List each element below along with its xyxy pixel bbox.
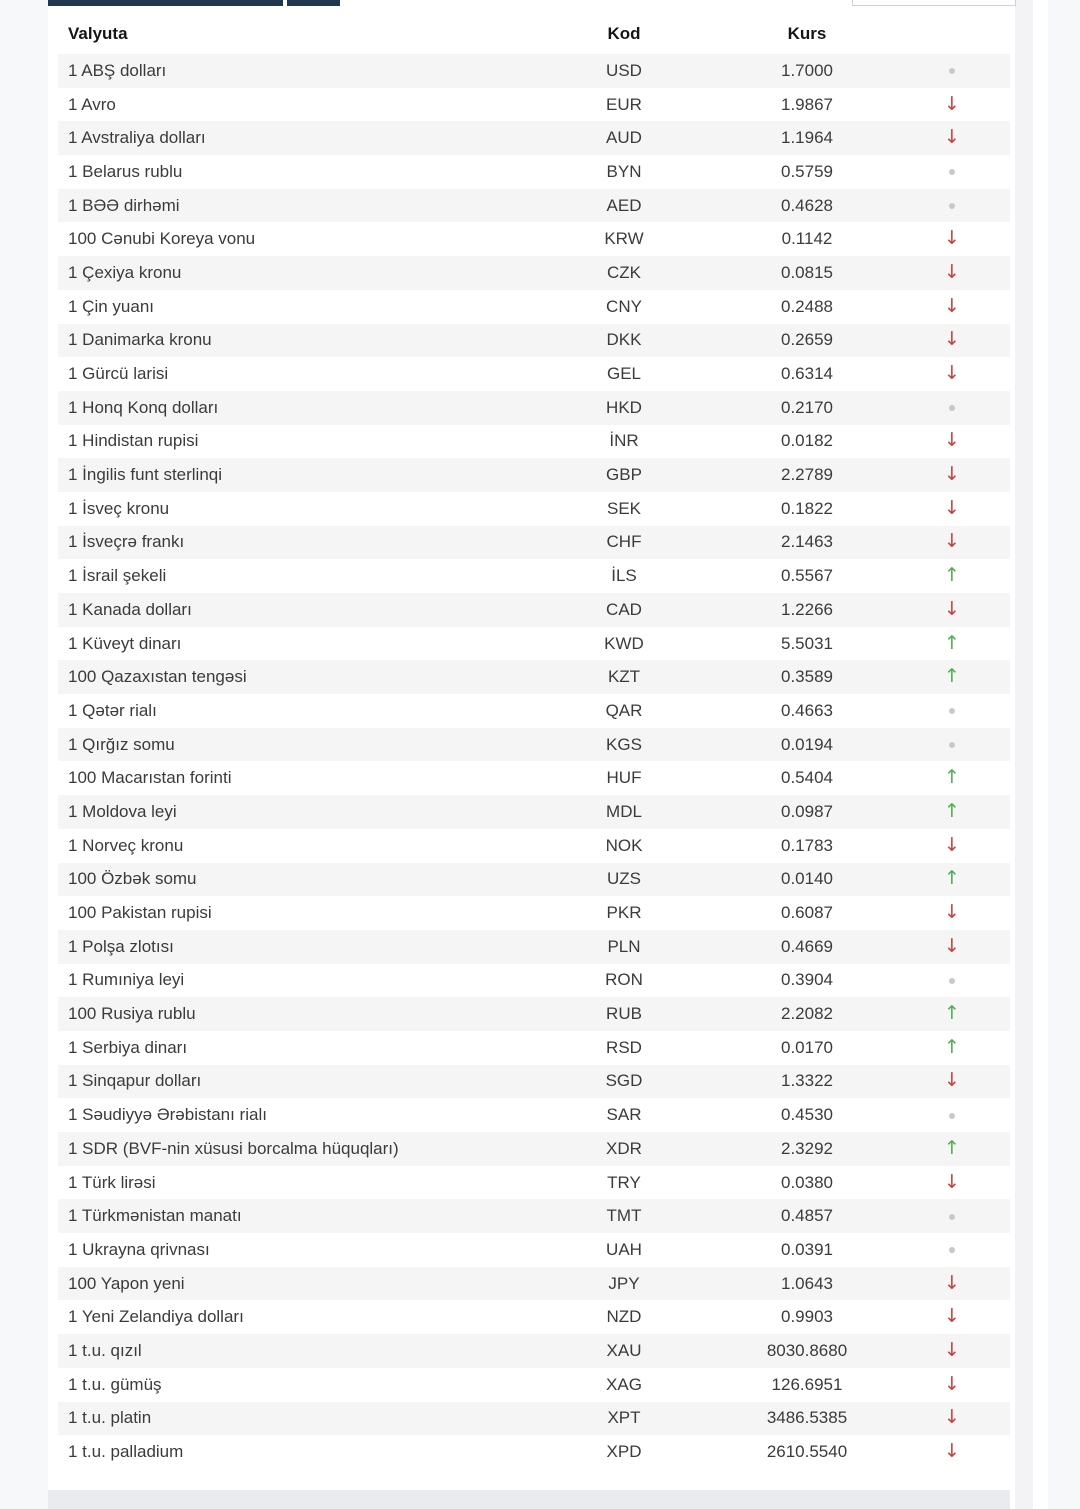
trend-cell: [894, 229, 1010, 249]
trend-down-icon: ↓: [944, 936, 960, 957]
currency-name: 1 BƏƏ dirhəmi: [68, 195, 180, 215]
trend-cell: [894, 499, 1010, 519]
currency-rate: 0.4530: [781, 1105, 833, 1125]
currency-rate: 1.7000: [781, 60, 833, 80]
trend-cell: [894, 903, 1010, 923]
currency-name: 100 Pakistan rupisi: [68, 903, 212, 923]
trend-cell: [894, 330, 1010, 350]
nav-tab-active[interactable]: [48, 0, 283, 6]
currency-code: KRW: [604, 229, 644, 249]
currency-code: GEL: [606, 364, 642, 384]
currency-name: 1 Kanada dolları: [68, 599, 192, 619]
currency-code: İLS: [611, 566, 637, 586]
currency-rate: 0.1142: [781, 229, 833, 249]
trend-down-icon: ↓: [944, 128, 960, 149]
currency-rate: 0.5759: [781, 161, 833, 181]
currency-rate: 2.2789: [781, 465, 833, 485]
trend-up-icon: ↑: [944, 768, 960, 789]
currency-code: XAG: [606, 1374, 642, 1394]
trend-down-icon: ↓: [944, 498, 960, 519]
trend-cell: [894, 1442, 1010, 1462]
currency-code: CNY: [606, 296, 642, 316]
trend-down-icon: ↓: [944, 1374, 960, 1395]
table-row: [58, 964, 1010, 998]
currency-code: CHF: [606, 532, 642, 552]
currency-rate: 1.9867: [781, 94, 833, 114]
nav-tab[interactable]: [287, 0, 340, 6]
currency-code: BYN: [606, 161, 642, 181]
table-row: [58, 1368, 1010, 1402]
trend-cell: [894, 364, 1010, 384]
currency-rate: 0.0140: [781, 869, 833, 889]
currency-rate: 5.5031: [781, 633, 833, 653]
currency-name: 1 Yeni Zelandiya dolları: [68, 1307, 244, 1327]
trend-down-icon: ↓: [944, 1172, 960, 1193]
trend-cell: [894, 61, 1010, 81]
table-row: [58, 627, 1010, 661]
table-row: [58, 1166, 1010, 1200]
table-row: [58, 728, 1010, 762]
trend-flat-icon: [949, 1247, 955, 1253]
currency-code: AUD: [606, 128, 642, 148]
currency-code: EUR: [606, 94, 642, 114]
currency-rate: 0.6087: [781, 903, 833, 923]
currency-name: 100 Macarıstan forinti: [68, 768, 232, 788]
currency-code: AED: [606, 195, 642, 215]
currency-code: NOK: [605, 835, 643, 855]
trend-up-icon: ↑: [944, 801, 960, 822]
currency-code: UZS: [607, 869, 641, 889]
trend-cell: [894, 532, 1010, 552]
currency-rate: 126.6951: [771, 1374, 843, 1394]
table-row: [58, 559, 1010, 593]
table-row: [58, 1031, 1010, 1065]
currency-code: TMT: [606, 1206, 642, 1226]
trend-down-icon: ↓: [944, 262, 960, 283]
trend-down-icon: ↓: [944, 465, 960, 486]
trend-cell: [894, 1105, 1010, 1125]
trend-down-icon: ↓: [944, 1408, 960, 1429]
table-row: [58, 425, 1010, 459]
trend-down-icon: ↓: [944, 599, 960, 620]
currency-code: RUB: [606, 1004, 642, 1024]
table-row: [58, 1402, 1010, 1436]
currency-name: 1 Səudiyyə Ərəbistanı rialı: [68, 1105, 267, 1125]
currency-name: 1 Türkmənistan manatı: [68, 1206, 242, 1226]
column-header-currency: Valyuta: [68, 24, 128, 43]
currency-rate: 0.0182: [781, 431, 833, 451]
trend-down-icon: ↓: [944, 431, 960, 452]
rates-table: [58, 14, 1010, 1469]
table-row: [58, 1233, 1010, 1267]
currency-rate: 0.5567: [781, 566, 833, 586]
currency-code: RSD: [606, 1037, 642, 1057]
table-row: [58, 863, 1010, 897]
currency-rate: 0.5404: [781, 768, 833, 788]
currency-rate: 8030.8680: [766, 1340, 848, 1360]
table-row: [58, 492, 1010, 526]
table-row: [58, 593, 1010, 627]
currency-name: 1 Polşa zlotısı: [68, 936, 174, 956]
trend-flat-icon: [949, 203, 955, 209]
currency-rate: 0.4663: [781, 700, 833, 720]
trend-down-icon: ↓: [944, 1273, 960, 1294]
currency-rate: 0.6314: [781, 364, 833, 384]
trend-down-icon: ↓: [944, 229, 960, 250]
currency-rate: 0.2659: [781, 330, 833, 350]
currency-code: CZK: [607, 262, 641, 282]
currency-code: NZD: [606, 1307, 642, 1327]
trend-cell: [894, 1038, 1010, 1058]
table-row: [58, 290, 1010, 324]
currency-rate: 0.2170: [781, 397, 833, 417]
trend-cell: [894, 937, 1010, 957]
currency-rate: 0.3589: [781, 667, 833, 687]
currency-code: DKK: [606, 330, 642, 350]
currency-rate: 0.3904: [781, 970, 833, 990]
table-row: [58, 1065, 1010, 1099]
currency-code: MDL: [606, 801, 642, 821]
currency-name: 1 Avro: [68, 94, 116, 114]
table-row: [58, 526, 1010, 560]
currency-name: 1 İngilis funt sterlinqi: [68, 465, 223, 485]
currency-name: 1 Qətər rialı: [68, 700, 157, 720]
currency-rate: 0.4669: [781, 936, 833, 956]
trend-cell: [894, 128, 1010, 148]
trend-down-icon: ↓: [944, 835, 960, 856]
table-row: [58, 88, 1010, 122]
currency-code: HKD: [606, 397, 642, 417]
trend-cell: [894, 667, 1010, 687]
trend-cell: [894, 1240, 1010, 1260]
table-row: [58, 761, 1010, 795]
table-row: [58, 1267, 1010, 1301]
trend-cell: [894, 1341, 1010, 1361]
currency-name: 1 Gürcü larisi: [68, 364, 169, 384]
currency-rate: 1.0643: [781, 1273, 833, 1293]
currency-code: KZT: [607, 667, 641, 687]
trend-up-icon: ↑: [944, 869, 960, 890]
trend-up-icon: ↑: [944, 1037, 960, 1058]
currency-code: HUF: [606, 768, 642, 788]
currency-code: KGS: [606, 734, 642, 754]
trend-cell: [894, 836, 1010, 856]
footer-strip: [48, 1490, 1010, 1509]
trend-down-icon: ↓: [944, 330, 960, 351]
table-row: [58, 1334, 1010, 1368]
trend-down-icon: ↓: [944, 94, 960, 115]
table-row: [58, 222, 1010, 256]
column-header-rate: Kurs: [787, 24, 827, 43]
currency-name: 1 ABŞ dolları: [68, 60, 167, 80]
table-row: [58, 357, 1010, 391]
trend-flat-icon: [949, 978, 955, 984]
trend-cell: [894, 196, 1010, 216]
currency-rate: 2.1463: [781, 532, 833, 552]
trend-up-icon: ↑: [944, 633, 960, 654]
column-header-code: Kod: [607, 24, 641, 43]
trend-down-icon: ↓: [944, 364, 960, 385]
currency-rate: 1.3322: [781, 1071, 833, 1091]
trend-cell: [894, 1274, 1010, 1294]
currency-rate: 2.2082: [781, 1004, 833, 1024]
table-row: [58, 829, 1010, 863]
currency-rate: 0.0194: [781, 734, 833, 754]
currency-code: QAR: [605, 700, 643, 720]
currency-rate: 0.0380: [781, 1172, 833, 1192]
currency-code: XDR: [606, 1138, 642, 1158]
trend-cell: [894, 1071, 1010, 1091]
trend-cell: [894, 1408, 1010, 1428]
trend-flat-icon: [949, 169, 955, 175]
trend-flat-icon: [949, 68, 955, 74]
currency-code: XAU: [606, 1340, 642, 1360]
currency-name: 100 Yapon yeni: [68, 1273, 185, 1293]
trend-flat-icon: [949, 405, 955, 411]
currency-rate: 0.1822: [781, 498, 833, 518]
currency-name: 100 Özbək somu: [68, 869, 197, 889]
currency-rate: 0.1783: [781, 835, 833, 855]
trend-cell: [894, 701, 1010, 721]
currency-name: 1 Belarus rublu: [68, 161, 183, 181]
trend-down-icon: ↓: [944, 1340, 960, 1361]
currency-rate: 1.1964: [781, 128, 833, 148]
currency-name: 100 Cənubi Koreya vonu: [68, 229, 256, 249]
table-row: [58, 189, 1010, 223]
table-row: [58, 155, 1010, 189]
currency-code: USD: [606, 60, 642, 80]
currency-name: 1 t.u. palladium: [68, 1442, 184, 1462]
currency-name: 1 Ukrayna qrivnası: [68, 1239, 210, 1259]
trend-flat-icon: [949, 708, 955, 714]
currency-code: SEK: [606, 498, 642, 518]
table-row: [58, 458, 1010, 492]
currency-name: 1 Danimarka kronu: [68, 330, 212, 350]
table-row: [58, 1435, 1010, 1469]
currency-rate: 2610.5540: [766, 1442, 848, 1462]
trend-cell: [894, 1375, 1010, 1395]
currency-name: 1 Çexiya kronu: [68, 262, 182, 282]
table-row: [58, 1132, 1010, 1166]
table-row: [58, 391, 1010, 425]
currency-code: KWD: [604, 633, 644, 653]
trend-cell: [894, 566, 1010, 586]
trend-cell: [894, 95, 1010, 115]
table-body: [58, 54, 1010, 1469]
currency-code: TRY: [607, 1172, 641, 1192]
trend-flat-icon: [949, 1214, 955, 1220]
trend-cell: [894, 600, 1010, 620]
trend-down-icon: ↓: [944, 1071, 960, 1092]
trend-cell: [894, 431, 1010, 451]
trend-cell: [894, 1206, 1010, 1226]
trend-cell: [894, 735, 1010, 755]
table-row: [58, 997, 1010, 1031]
trend-cell: [894, 768, 1010, 788]
currency-rate: 0.4857: [781, 1206, 833, 1226]
currency-name: 1 Moldova leyi: [68, 801, 177, 821]
table-row: [58, 896, 1010, 930]
table-row: [58, 324, 1010, 358]
trend-down-icon: ↓: [944, 1307, 960, 1328]
currency-name: 1 İsrail şekeli: [68, 566, 167, 586]
trend-flat-icon: [949, 742, 955, 748]
currency-name: 1 İsveçrə frankı: [68, 532, 185, 552]
trend-cell: [894, 634, 1010, 654]
currency-code: SAR: [606, 1105, 642, 1125]
trend-up-icon: ↑: [944, 1138, 960, 1159]
currency-code: RON: [605, 970, 643, 990]
currency-code: PLN: [607, 936, 641, 956]
trend-down-icon: ↓: [944, 532, 960, 553]
currency-rate: 0.0170: [781, 1037, 833, 1057]
currency-rate: 0.0391: [781, 1239, 833, 1259]
currency-rate: 2.3292: [781, 1138, 833, 1158]
trend-up-icon: ↑: [944, 1004, 960, 1025]
currency-name: 1 Norveç kronu: [68, 835, 184, 855]
trend-up-icon: ↑: [944, 667, 960, 688]
table-row: [58, 694, 1010, 728]
table-header-row: [58, 14, 1010, 54]
currency-rate: 0.9903: [781, 1307, 833, 1327]
trend-up-icon: ↑: [944, 566, 960, 587]
table-row: [58, 1300, 1010, 1334]
table-row: [58, 54, 1010, 88]
currency-name: 1 SDR (BVF-nin xüsusi borcalma hüquqları): [68, 1138, 399, 1158]
trend-down-icon: ↓: [944, 296, 960, 317]
table-row: [58, 1098, 1010, 1132]
trend-cell: [894, 1307, 1010, 1327]
table-row: [58, 660, 1010, 694]
currency-code: XPD: [606, 1442, 642, 1462]
currency-code: SGD: [605, 1071, 643, 1091]
currency-rate: 0.0815: [781, 262, 833, 282]
trend-cell: [894, 162, 1010, 182]
currency-rate: 1.2266: [781, 599, 833, 619]
currency-rate: 0.0987: [781, 801, 833, 821]
currency-name: 1 Qırğız somu: [68, 734, 175, 754]
trend-cell: [894, 1173, 1010, 1193]
table-row: [58, 256, 1010, 290]
currency-code: JPY: [608, 1273, 640, 1293]
currency-rate: 0.4628: [781, 195, 833, 215]
search-input[interactable]: [852, 0, 1016, 6]
currency-name: 100 Qazaxıstan tengəsi: [68, 667, 247, 687]
trend-down-icon: ↓: [944, 1442, 960, 1463]
scrollbar-track[interactable]: [1015, 0, 1033, 1509]
currency-name: 1 Avstraliya dolları: [68, 128, 206, 148]
trend-cell: [894, 297, 1010, 317]
table-row: [58, 930, 1010, 964]
table-row: [58, 795, 1010, 829]
trend-flat-icon: [949, 1113, 955, 1119]
currency-name: 1 İsveç kronu: [68, 498, 170, 518]
currency-code: XPT: [607, 1408, 641, 1428]
currency-name: 1 Hindistan rupisi: [68, 431, 199, 451]
trend-cell: [894, 465, 1010, 485]
table-row: [58, 121, 1010, 155]
currency-code: UAH: [606, 1239, 642, 1259]
trend-down-icon: ↓: [944, 903, 960, 924]
trend-cell: [894, 802, 1010, 822]
currency-name: 1 Honq Konq dolları: [68, 397, 219, 417]
currency-name: 100 Rusiya rublu: [68, 1004, 196, 1024]
trend-cell: [894, 263, 1010, 283]
currency-rate: 3486.5385: [766, 1408, 848, 1428]
currency-code: GBP: [606, 465, 642, 485]
currency-name: 1 t.u. platin: [68, 1408, 152, 1428]
table-row: [58, 1199, 1010, 1233]
currency-code: PKR: [606, 903, 642, 923]
trend-cell: [894, 970, 1010, 990]
trend-cell: [894, 1139, 1010, 1159]
currency-name: 1 Küveyt dinarı: [68, 633, 182, 653]
trend-cell: [894, 869, 1010, 889]
currency-code: CAD: [606, 599, 642, 619]
currency-name: 1 Rumıniya leyi: [68, 970, 185, 990]
currency-rate: 0.2488: [781, 296, 833, 316]
currency-name: 1 Sinqapur dolları: [68, 1071, 202, 1091]
currency-name: 1 Türk lirəsi: [68, 1172, 156, 1192]
currency-code: İNR: [609, 431, 639, 451]
currency-name: 1 Çin yuanı: [68, 296, 154, 316]
currency-name: 1 t.u. qızıl: [68, 1340, 142, 1360]
currency-name: 1 t.u. gümüş: [68, 1374, 162, 1394]
trend-cell: [894, 1004, 1010, 1024]
trend-cell: [894, 398, 1010, 418]
currency-name: 1 Serbiya dinarı: [68, 1037, 188, 1057]
